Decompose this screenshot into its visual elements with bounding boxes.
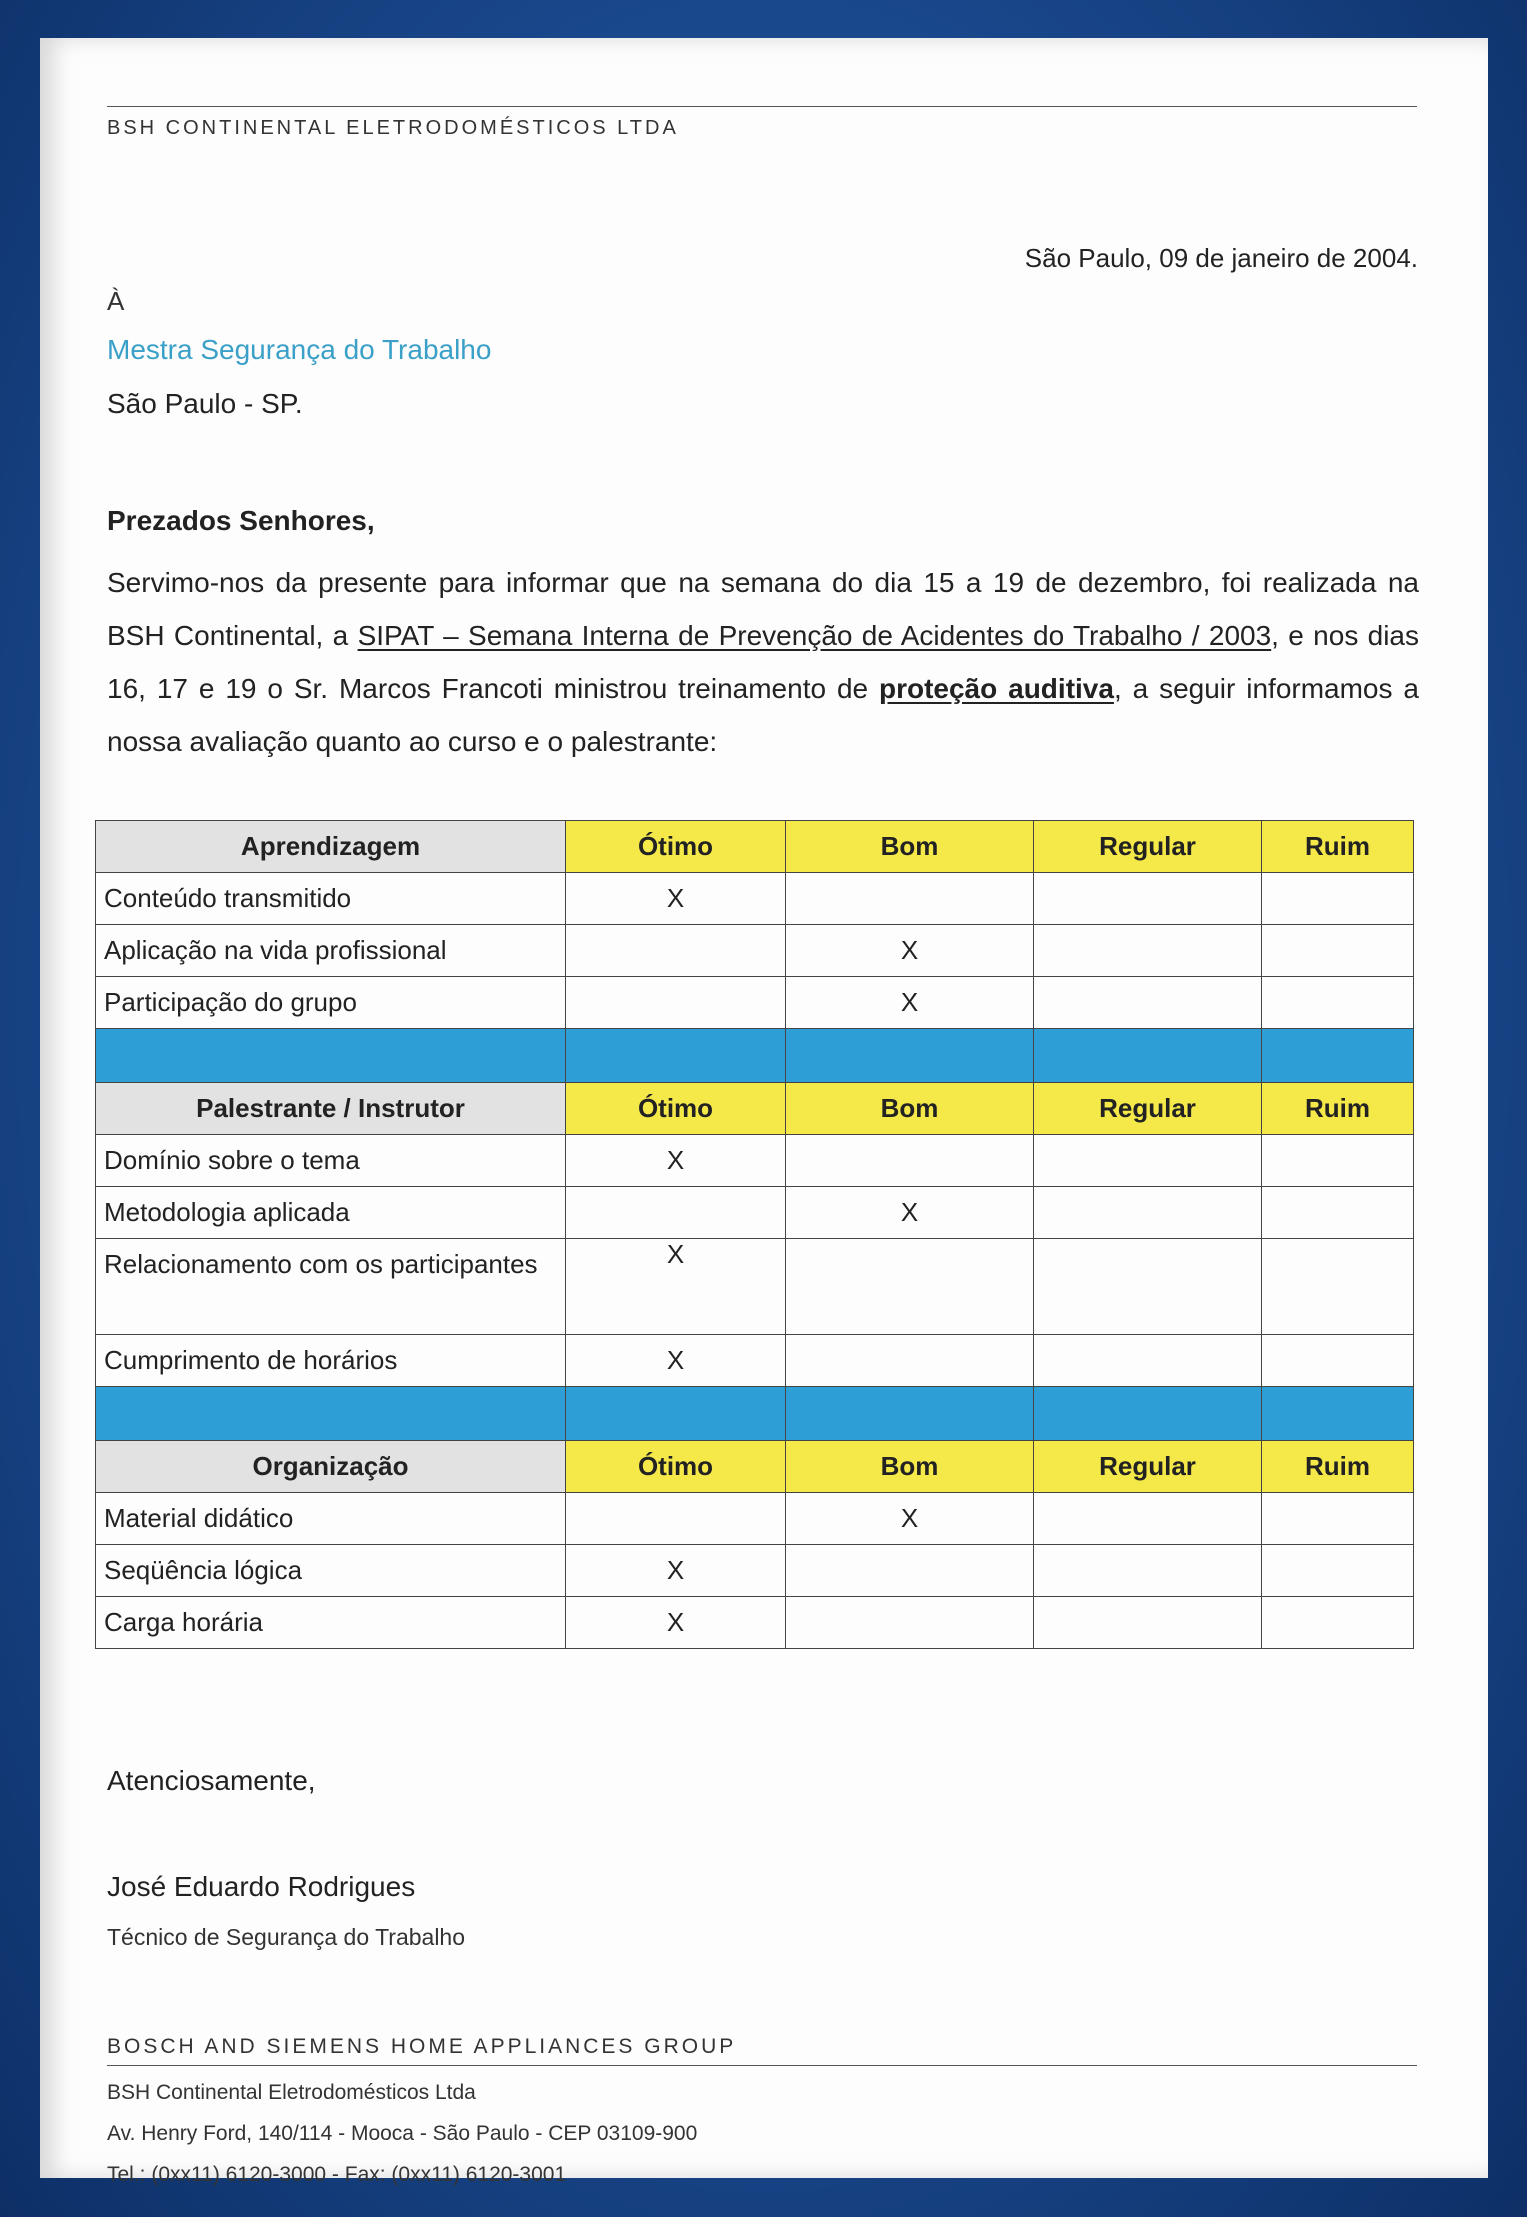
- body-paragraph: [107, 556, 1419, 768]
- criterion-label: Conteúdo transmitido: [96, 873, 566, 925]
- rating-header: Ruim: [1262, 1441, 1414, 1493]
- separator-cell: [1034, 1387, 1262, 1441]
- criterion-label: Metodologia aplicada: [96, 1187, 566, 1239]
- section-header-row: [96, 821, 1414, 873]
- rating-mark: X: [666, 1145, 685, 1175]
- rating-cell: [1034, 1239, 1262, 1335]
- separator-cell: [1034, 1029, 1262, 1083]
- rating-cell: [786, 1335, 1034, 1387]
- separator-cell: [1262, 1029, 1414, 1083]
- signer-name: José Eduardo Rodrigues: [107, 1871, 416, 1902]
- rating-cell: [786, 1135, 1034, 1187]
- rating-cell: [566, 1493, 786, 1545]
- separator-cell: [96, 1387, 566, 1441]
- body-part-3: , a seguir informamos a nossa avaliação quanto ao curso e o palestrante:: [107, 673, 1419, 757]
- rating-cell: [1034, 1135, 1262, 1187]
- section-separator: [96, 1387, 1414, 1441]
- criterion-label: Material didático: [96, 1493, 566, 1545]
- rating-cell: [566, 1187, 786, 1239]
- rating-cell: [786, 873, 1034, 925]
- section-title: Aprendizagem: [96, 821, 566, 873]
- rating-cell: [1034, 1335, 1262, 1387]
- rating-header: Ruim: [1262, 821, 1414, 873]
- body-part-2: , e nos dias 16, 17 e 19 o Sr. Marcos Francoti ministrou treinamento de: [107, 620, 1420, 704]
- separator-cell: [566, 1387, 786, 1441]
- rating-header: Ótimo: [566, 1441, 786, 1493]
- letter-page: [40, 38, 1488, 2186]
- table-row: [96, 1187, 1414, 1239]
- separator-cell: [1262, 1387, 1414, 1441]
- rating-header: Bom: [786, 821, 1034, 873]
- rating-mark: X: [666, 1555, 685, 1585]
- signer-role: Técnico de Segurança do Trabalho: [107, 1924, 466, 1950]
- separator-cell: [786, 1029, 1034, 1083]
- table-row: [96, 873, 1414, 925]
- rating-header: Bom: [786, 1441, 1034, 1493]
- rating-mark: X: [666, 1607, 685, 1637]
- rating-cell: [1034, 1187, 1262, 1239]
- event-name: SIPAT – Semana Interna de Prevenção de Acidentes do Trabalho / 2003: [357, 620, 1272, 651]
- separator-cell: [566, 1029, 786, 1083]
- criterion-label: Seqüência lógica: [96, 1545, 566, 1597]
- criterion-label: Domínio sobre o tema: [96, 1135, 566, 1187]
- criterion-label: Aplicação na vida profissional: [96, 925, 566, 977]
- closing: Atenciosamente,: [107, 1765, 316, 1796]
- table-row: [96, 1493, 1414, 1545]
- rating-cell: [1262, 1187, 1414, 1239]
- footer-company: BSH Continental Eletrodomésticos Ltda: [107, 2081, 476, 2104]
- rating-cell: [1262, 1135, 1414, 1187]
- table-row: [96, 1135, 1414, 1187]
- criterion-label: Carga horária: [96, 1597, 566, 1649]
- rating-header: Bom: [786, 1083, 1034, 1135]
- rating-cell: [1262, 1239, 1414, 1335]
- rating-cell: [1034, 925, 1262, 977]
- rating-mark: X: [666, 1239, 685, 1269]
- table-row: [96, 1545, 1414, 1597]
- rating-cell: [786, 1493, 1034, 1545]
- rating-cell: [786, 1597, 1034, 1649]
- criterion-label: Cumprimento de horários: [96, 1335, 566, 1387]
- rating-header: Regular: [1034, 821, 1262, 873]
- rating-cell: [1262, 925, 1414, 977]
- section-header-row: [96, 1083, 1414, 1135]
- rating-header: Regular: [1034, 1083, 1262, 1135]
- section-title: Organização: [96, 1441, 566, 1493]
- rating-cell: [566, 977, 786, 1029]
- rating-cell: [1262, 873, 1414, 925]
- criterion-label: Participação do grupo: [96, 977, 566, 1029]
- rating-cell: [566, 1597, 786, 1649]
- rating-header: Ruim: [1262, 1083, 1414, 1135]
- rating-cell: [566, 1135, 786, 1187]
- letterhead: BSH CONTINENTAL ELETRODOMÉSTICOS LTDA: [107, 106, 1417, 140]
- section-title: Palestrante / Instrutor: [96, 1083, 566, 1135]
- body-part-1: Servimo-nos da presente para informar que na semana do dia 15 a 19 de dezembro, foi realizada na BSH Continental, a: [107, 567, 1419, 651]
- rating-cell: [1034, 1493, 1262, 1545]
- rating-cell: [786, 1545, 1034, 1597]
- recipient-name: Mestra Segurança do Trabalho: [107, 334, 492, 365]
- rating-mark: X: [900, 987, 919, 1017]
- rating-mark: X: [666, 883, 685, 913]
- table-row: [96, 1597, 1414, 1649]
- footer-group: BOSCH AND SIEMENS HOME APPLIANCES GROUP: [107, 2035, 1417, 2066]
- rating-cell: [786, 1187, 1034, 1239]
- rating-cell: [566, 1239, 786, 1335]
- evaluation-table: [95, 820, 1414, 1649]
- rating-cell: [566, 873, 786, 925]
- footer-address: Av. Henry Ford, 140/114 - Mooca - São Paulo - CEP 03109-900: [107, 2122, 698, 2145]
- rating-cell: [566, 925, 786, 977]
- table-row: [96, 977, 1414, 1029]
- section-separator: [96, 1029, 1414, 1083]
- rating-cell: [786, 977, 1034, 1029]
- rating-cell: [1034, 1545, 1262, 1597]
- rating-header: Ótimo: [566, 821, 786, 873]
- table-row: [96, 1335, 1414, 1387]
- rating-header: Regular: [1034, 1441, 1262, 1493]
- rating-cell: [1262, 1335, 1414, 1387]
- rating-cell: [566, 1335, 786, 1387]
- rating-mark: X: [900, 1197, 919, 1227]
- table-row: [96, 1239, 1414, 1335]
- rating-cell: [1034, 977, 1262, 1029]
- recipient-city: São Paulo - SP.: [107, 388, 303, 419]
- rating-mark: X: [900, 1503, 919, 1533]
- rating-cell: [566, 1545, 786, 1597]
- rating-mark: X: [900, 935, 919, 965]
- greeting: Prezados Senhores,: [107, 505, 375, 536]
- rating-cell: [1262, 977, 1414, 1029]
- rating-cell: [786, 925, 1034, 977]
- rating-header: Ótimo: [566, 1083, 786, 1135]
- criterion-label: Relacionamento com os participantes: [96, 1239, 566, 1335]
- separator-cell: [786, 1387, 1034, 1441]
- rating-cell: [1262, 1493, 1414, 1545]
- rating-cell: [1034, 873, 1262, 925]
- footer-phone: Tel.: (0xx11) 6120-3000 - Fax: (0xx11) 6120-3001: [107, 2163, 567, 2186]
- recipient-prefix: À: [107, 286, 125, 316]
- letter-date: São Paulo, 09 de janeiro de 2004.: [1024, 243, 1418, 273]
- rating-mark: X: [666, 1345, 685, 1375]
- section-header-row: [96, 1441, 1414, 1493]
- separator-cell: [96, 1029, 566, 1083]
- rating-cell: [1262, 1597, 1414, 1649]
- rating-cell: [786, 1239, 1034, 1335]
- rating-cell: [1262, 1545, 1414, 1597]
- training-topic: proteção auditiva: [878, 673, 1114, 704]
- table-row: [96, 925, 1414, 977]
- rating-cell: [1034, 1597, 1262, 1649]
